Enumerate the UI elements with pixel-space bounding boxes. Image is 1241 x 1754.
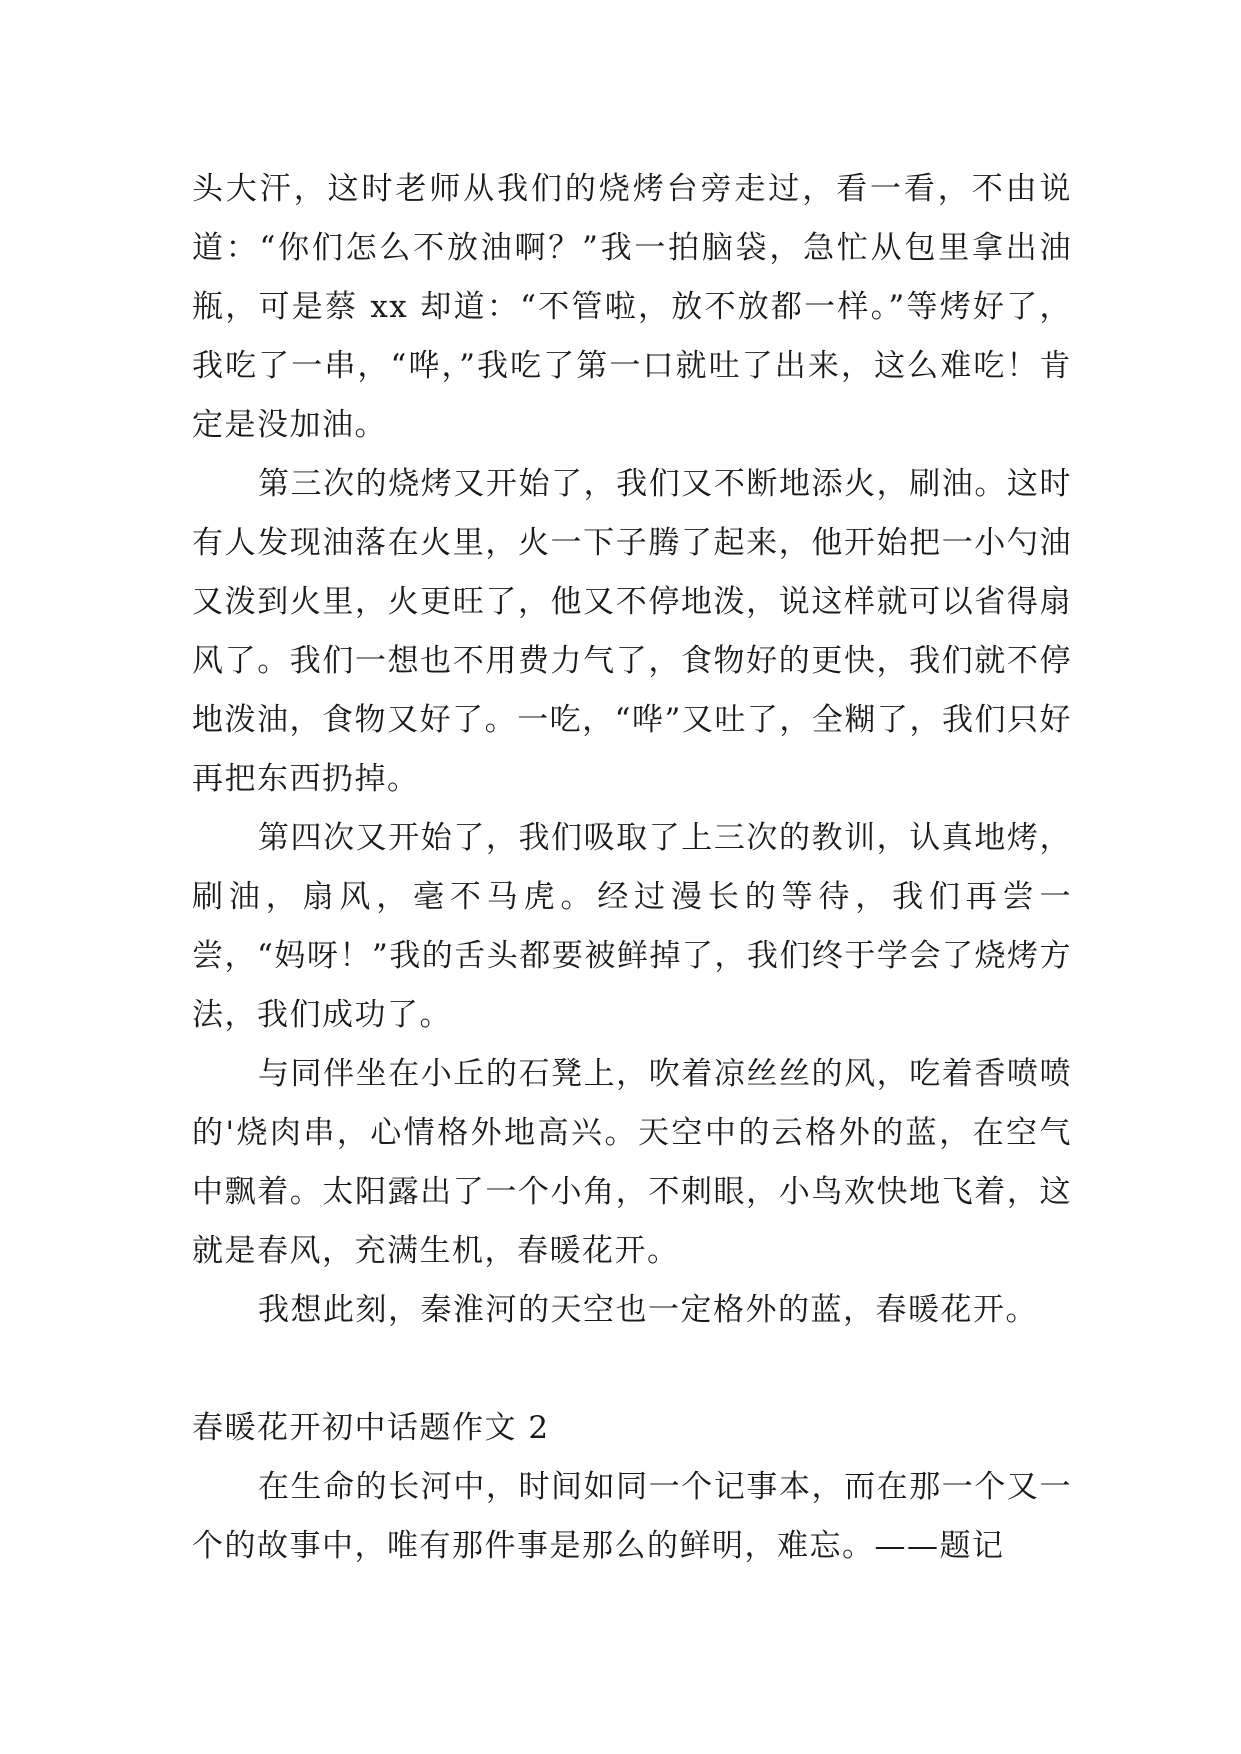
paragraph-6: 在生命的长河中，时间如同一个记事本，而在那一个又一个的故事中，唯有那件事是那么的鲜明，难忘。——题记 [192, 1469, 1072, 1564]
document-body [192, 160, 1072, 1576]
paragraph-3: 第四次又开始了，我们吸取了上三次的教训，认真地烤，刷油，扇风，毫不马虎。经过漫长的等待，我们再尝一尝，“妈呀！”我的舌头都要被鲜掉了，我们终于学会了烧烤方法，我们成功了。 [192, 820, 1072, 1033]
paragraph-1: 头大汗，这时老师从我们的烧烤台旁走过，看一看，不由说道：“你们怎么不放油啊？”我一拍脑袋，急忙从包里拿出油瓶，可是蔡 xx 却道：“不管啦，放不放都一样。”等烤好了，我吃了一串，“哗，”我吃了第一口就吐了出来，这么难吃！肯定是没加油。 [192, 171, 1072, 443]
paragraph-5: 我想此刻，秦淮河的天空也一定格外的蓝，春暖花开。 [258, 1292, 1038, 1328]
section-heading: 春暖花开初中话题作文 2 [192, 1410, 550, 1446]
paragraph-4: 与同伴坐在小丘的石凳上，吹着凉丝丝的风，吃着香喷喷的'烧肉串，心情格外地高兴。天空中的云格外的蓝，在空气中飘着。太阳露出了一个小角，不刺眼，小鸟欢快地飞着，这就是春风，充满生机，春暖花开。 [192, 1056, 1072, 1269]
paragraph-2: 第三次的烧烤又开始了，我们又不断地添火，刷油。这时有人发现油落在火里，火一下子腾了起来，他开始把一小勺油又泼到火里，火更旺了，他又不停地泼，说这样就可以省得扇风了。我们一想也不用费力气了，食物好的更快，我们就不停地泼油，食物又好了。一吃，“哗”又吐了，全糊了，我们只好再把东西扔掉。 [192, 466, 1072, 797]
